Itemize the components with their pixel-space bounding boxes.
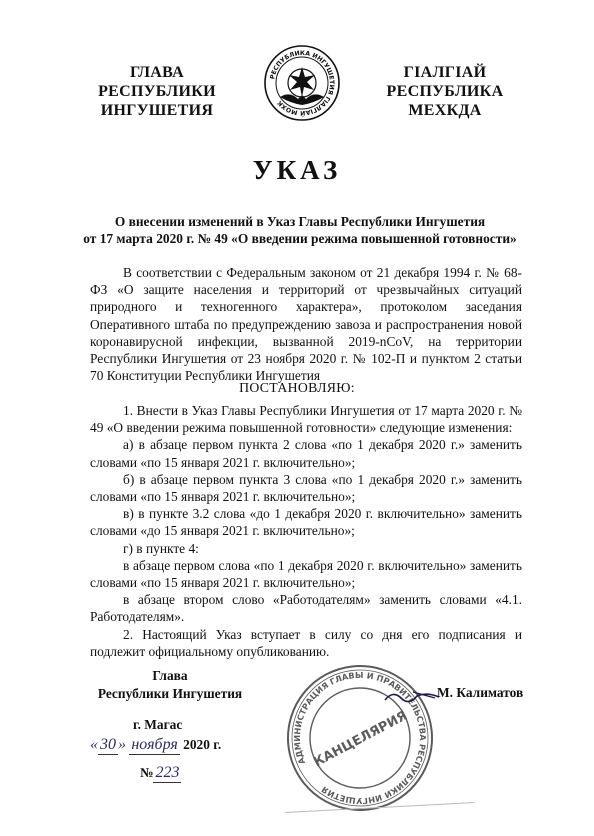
amendment-item-2: 2. Настоящий Указ вступает в силу со дня его подписания и подлежит официальному опубликованию.: [90, 626, 522, 659]
coat-of-arms-emblem: [262, 43, 342, 123]
number-prefix: №: [140, 765, 154, 780]
date-year: 2020 г.: [183, 737, 222, 752]
number-handwritten: 223: [155, 764, 180, 781]
document-subtitle: О внесении изменений в Указ Главы Республики Ингушетия от 17 марта 2020 г. № 49 «О введении режима повышенной готовности»: [83, 214, 517, 246]
signing-city: г. Магас: [133, 717, 183, 732]
amendment-item-v: в) в пункте 3.2 слова «до 1 декабря 2020 г. включительно» заменить словами «до 15 января 2021 г. включительно»;: [90, 506, 522, 539]
amendment-item-1: 1. Внести в Указ Главы Республики Ингушетия от 17 марта 2020 г. № 49 «О введении режима повышенной готовности» следующие изменения:: [90, 403, 522, 436]
stamp-ring-text: АДМИНИСТРАЦИЯ ГЛАВЫ И ПРАВИТЕЛЬСТВА РЕСПУБЛИКИ ИНГУШЕТИЯ: [291, 669, 429, 807]
header-left-title: ГЛАВА РЕСПУБЛИКИ ИНГУШЕТИЯ: [98, 64, 216, 119]
handwritten-signature: [383, 688, 443, 706]
amendments-list: [90, 402, 522, 660]
date-day-handwritten: 30: [100, 736, 116, 753]
amendment-item-a: а) в абзаце первом пункта 2 слова «по 1 декабря 2020 г.» заменить словами «по 15 января 2021 г. включительно»;: [90, 437, 522, 470]
date-close-quote: »: [118, 736, 126, 753]
stamp-center-text: КАНЦЕЛЯРИЯ: [311, 708, 411, 771]
amendment-item-g-2: в абзаце втором слово «Работодателям» заменить словами «4.1. Работодателям».: [90, 592, 522, 625]
signing-date: [90, 736, 221, 755]
emblem-ring-text: РЕСПУБЛИКА ИНГУШЕТИЯ ГIАЛГIАЙ МОХК: [269, 49, 336, 117]
signatory-name: М. Калиматов: [437, 685, 524, 700]
basis-paragraph: В соответствии с Федеральным законом от 21 декабря 1994 г. № 68-ФЗ «О защите населения и территорий от чрезвычайных ситуаций природного и техногенного характера», протоколом заседания Оперативного штаба по предупреждению завоза и распространения новой коронавирусной инфекции, вызванной 2019-nCoV, на территории Республики Ингушетия от 23 ноября 2020 г. № 102-П и пунктом 2 статьи 70 Конституции Республики Ингушетия: [90, 265, 522, 384]
decree-number: [140, 764, 181, 783]
header-right-title: ГIАЛГIАЙ РЕСПУБЛИКА МЕХКДА: [386, 64, 504, 119]
date-month-handwritten: ноября: [131, 736, 178, 753]
office-stamp: [280, 658, 440, 818]
resolve-heading: ПОСТАНОВЛЯЮ:: [239, 380, 355, 395]
amendment-item-b: б) в абзаце первом пункта 3 слова «по 1 декабря 2020 г.» заменить словами «по 15 января 2021 г. включительно»;: [90, 471, 522, 505]
amendment-item-g-1: в абзаце первом слова «по 1 декабря 2020 г. включительно» заменить словами «по 15 января 2021 г. включительно»;: [90, 557, 522, 591]
date-open-quote: «: [90, 736, 98, 753]
signatory-position: Глава Республики Ингушетия: [97, 668, 243, 701]
document-title: УКАЗ: [252, 155, 342, 185]
amendment-item-g: г) в пункте 4:: [123, 540, 199, 556]
